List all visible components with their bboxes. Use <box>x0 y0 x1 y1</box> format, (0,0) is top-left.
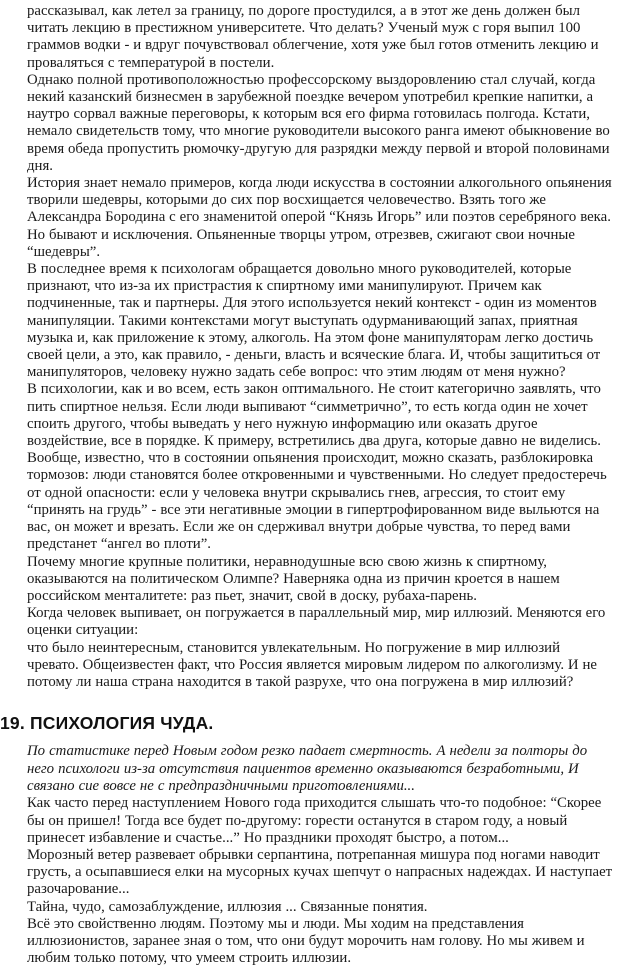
chapter-heading: 19. ПСИХОЛОГИЯ ЧУДА. <box>0 713 214 734</box>
body-paragraph: Как часто перед наступлением Нового года приходится слышать что-то подобное: “Скорее бы он пришел! Тогда все будет по-другому: горести останутся в старом году, а новый принесет избавление и счастье...” Но праздники проходят быстро, а потом... <box>27 795 602 846</box>
body-paragraph: что было неинтересным, становится увлекательным. Но погружение в мир иллюзий чревато. Общеизвестен факт, что Россия является мировым лидером по алкоголизму. И не потому ли наша страна находится в такой разрухе, что она погружена в мир иллюзий? <box>27 639 597 690</box>
body-paragraph: Всё это свойственно людям. Поэтому мы и люди. Мы ходим на представления иллюзионистов, заранее зная о том, что они будут морочить нам голову. Но мы живем и любим только потому, что умеем строить иллюзии. <box>27 915 585 967</box>
body-paragraph: Морозный ветер развевает обрывки серпантина, потрепанная мишура под ногами наводит грусть, а осыпавшиеся елки на мусорных кучах шепчут о напрасных надеждах. И наступает разочарование... <box>27 846 613 898</box>
body-paragraph: История знает немало примеров, когда люди искусства в состоянии алкогольного опьянения творили шедевры, которыми до сих пор восхищается человечество. Взять того же Александра Бородина с его знаменитой оперой “Князь Игорь” или поэтов серебряного века. Но бывают и исключения. Опьяненные творцы утром, отрезвев, сжигают свои ночные “шедевры”. <box>27 175 612 260</box>
body-paragraph: Тайна, чудо, самозаблуждение, иллюзия ... Связанные понятия. <box>27 898 428 915</box>
body-paragraph: Когда человек выпивает, он погружается в параллельный мир, мир иллюзий. Меняются его оценки ситуации: <box>27 605 606 639</box>
epigraph-paragraph: По статистике перед Новым годом резко падает смертность. А недели за полторы до него психологи из-за отсутствия пациентов временно оказываются безработными, И связано сие вовсе не с предпраздничными приготовлениями... <box>27 743 588 794</box>
body-paragraph: В последнее время к психологам обращается довольно много руководителей, которые признают, что из-за их пристрастия к спиртному ими манипулируют. Причем как подчиненные, так и партнеры. Для этого используется некий контекст - один из моментов манипуляции. Такими контекстами могут выступать одурманивающий запах, приятная музыка и, как приложение к этому, алкоголь. На этом фоне манипуляторам легко достичь своей цели, а это, как правило, - деньги, власть и всяческие блага. И, чтобы защититься от манипуляторов, человеку нужно задать себе вопрос: что этим людям от меня нужно? <box>27 261 601 381</box>
body-paragraph: В психологии, как и во всем, есть закон оптимального. Не стоит категорично заявлять, что пить спиртное нельзя. Если люди выпивают “симметрично”, то есть когда один не хочет споить другого, чтобы выведать у него нужную информацию или оказать другое воздействие, все в порядке. К примеру, встретились два друга, которые давно не виделись. Вообще, известно, что в состоянии опьянения происходит, можно сказать, разблокировка тормозов: люди становятся более откровенными и чувственными. Но следует предостеречь от одной опасности: если у человека внутри скрывались гнев, агрессия, то стоит ему “принять на грудь” - все эти негативные эмоции в гипертрофированном виде выльются на вас, он может и врезать. Если же он сдерживал внутри добрые чувства, то перед вами предстанет “ангел во плоти”. <box>27 381 607 553</box>
body-paragraph: Почему многие крупные политики, неравнодушные всю свою жизнь к спиртному, оказываются на политическом Олимпе? Наверняка одна из причин кроется в нашем российском менталитете: раз пьет, значит, свой в доску, рубаха-парень. <box>27 553 560 604</box>
body-paragraph: рассказывал, как летел за границу, по дороге простудился, а в этот же день должен был читать лекцию в престижном университете. Что делать? Ученый муж с горя выпил 100 граммов водки - и вдруг почувствовал облегчение, хотя уже был готов отменить лекцию и проваляться с температурой в постели. <box>27 3 599 71</box>
body-paragraph: Однако полной противоположностью профессорскому выздоровлению стал случай, когда некий казанский бизнесмен в зарубежной поездке вечером употребил крепкие напитки, а наутро сорвал важные переговоры, к которым вся его фирма готовилась полгода. Кстати, немало свидетельств тому, что многие руководители высокого ранга имеют обыкновение во время обеда пропустить рюмочку-другую для разрядки между первой и второй половинами дня. <box>27 71 610 174</box>
